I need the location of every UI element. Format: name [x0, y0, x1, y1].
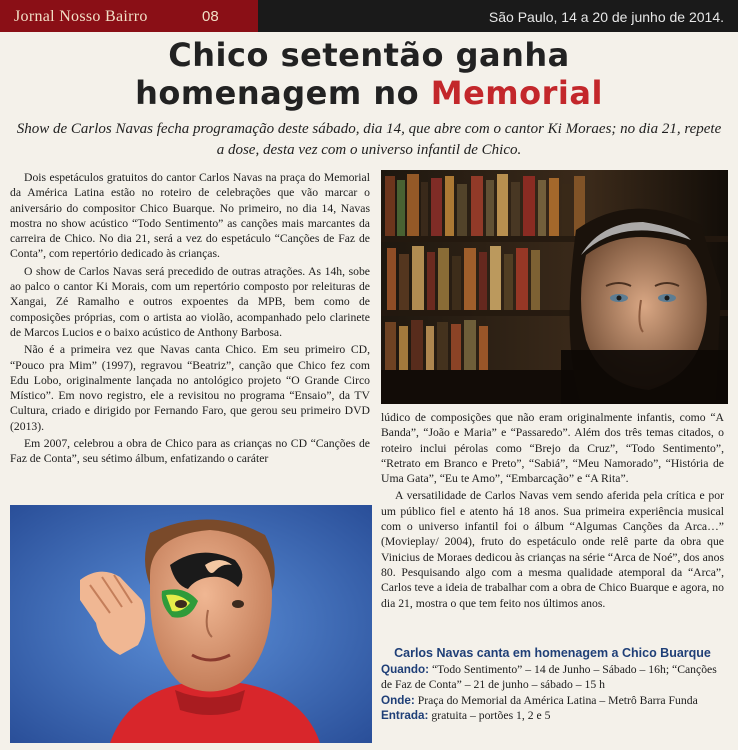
article-paragraph: Dois espetáculos gratuitos do cantor Carlos Navas na praça do Memorial da América Latina estão no roteiro de celebrações que vão marcar o aniversário do compositor Chico Buarque. No primeiro, no dia 14, Navas mostra no show acústico “Todo Sentimento” as canções mais marcantes da carreira de Chico. No dia 21, será a vez do espetáculo “Canções de Faz de Conta”, com repertório dedicado às crianças.	[10, 171, 370, 261]
headline-line-1: Chico setentão ganha	[168, 36, 570, 74]
event-when-text: “Todo Sentimento” – 14 de Junho – Sábado – 16h; “Canções de Faz de Conta” – 21 de junho – sábado – 15 h	[381, 663, 717, 692]
headline-line-2-prefix: homenagem no	[135, 74, 431, 112]
issue-date: São Paulo, 14 a 20 de junho de 2014.	[488, 9, 724, 25]
article-paragraph: Não é a primeira vez que Navas canta Chico. Em seu primeiro CD, “Pouco pra Mim” (1997), regravou “Beatriz”, canção que Chico fez com Edu Lobo, originalmente lançada no antológico projeto “O Grande Circo Místico”. Em novo registro, ele a revisitou no programa “Ensaio”, da TV Cultura, criado e dirigido por Fernando Faro, que gerou seu primeiro DVD (2013).	[10, 343, 370, 433]
headline-accent: Memorial	[430, 74, 603, 112]
publication-name: Jornal Nosso Bairro	[14, 8, 148, 25]
article-paragraph: Em 2007, celebrou a obra de Chico para as crianças no CD “Canções de Faz de Conta”, seu sétimo álbum, enfatizando o caráter	[10, 437, 370, 466]
event-info-title: Carlos Navas canta em homenagem a Chico Buarque	[394, 646, 711, 660]
portrait-illustration	[381, 170, 728, 404]
article-paragraph: O show de Carlos Navas será precedido de outras atrações. As 14h, sobe ao palco o cantor Ki Morais, com um repertório composto por releituras de Xangai, Zé Ramalho e outros expoentes da MPB, bem como de composições próprias, com o artista ao violão, acompanhado pelo clarinete de Marcos Lucios e o baixo acústico de Anthony Barbosa.	[10, 264, 370, 339]
photo-singer-costume	[10, 505, 372, 743]
event-entry	[381, 708, 724, 723]
event-info-box	[381, 646, 724, 723]
event-where-text: Praça do Memorial da América Latina – Metrô Barra Funda	[414, 693, 698, 707]
article-column-1	[10, 170, 370, 469]
event-where-label: Onde:	[381, 693, 415, 707]
event-when-label: Quando:	[381, 663, 430, 677]
photo-singer-portrait	[381, 170, 728, 404]
masthead-bar	[0, 0, 738, 32]
article-column-2	[381, 410, 724, 613]
event-where	[381, 693, 724, 708]
article-paragraph: lúdico de composições que não eram originalmente infantis, como “A Banda”, “João e Maria” e “Passaredo”. Além dos três temas citados, o roteiro inclui pérolas como “Brejo da Cruz”, “Todo Sentimento”, “Retrato em Branco e Preto”, “Sabiá”, “Meu Namorado”, “História de Uma Gata”, “Eu te Amo”, “Embarcação” e “A Rita”.	[381, 411, 724, 486]
headline	[0, 36, 738, 112]
event-entry-label: Entrada:	[381, 708, 429, 722]
event-entry-text: gratuita – portões 1, 2 e 5	[428, 708, 551, 722]
costume-illustration	[10, 505, 372, 743]
page-number: 08	[202, 8, 219, 25]
subheadline: Show de Carlos Navas fecha programação deste sábado, dia 14, que abre com o cantor Ki Moraes; no dia 21, repete a dose, desta vez com o universo infantil de Chico.	[16, 121, 722, 158]
headline-line-2	[0, 74, 738, 112]
event-when	[381, 662, 724, 692]
article-paragraph: A versatilidade de Carlos Navas vem sendo aferida pela crítica e por um público fiel e atento há 18 anos. Sua primeira experiência musical com o universo infantil foi o álbum “Algumas Canções da Arca…” (Movieplay/ 2004), fruto do espetáculo onde relê parte da obra que Vinicius de Moraes dedicou às crianças na série “Arca de Noé”, dos anos 80. Pesquisando algo com a mesma qualidade atemporal da “Arca”, Carlos teve a ideia de trabalhar com a obra de Chico Buarque e agora, no dia 21, mostra o que tem feito nos últimos anos.	[381, 489, 724, 610]
